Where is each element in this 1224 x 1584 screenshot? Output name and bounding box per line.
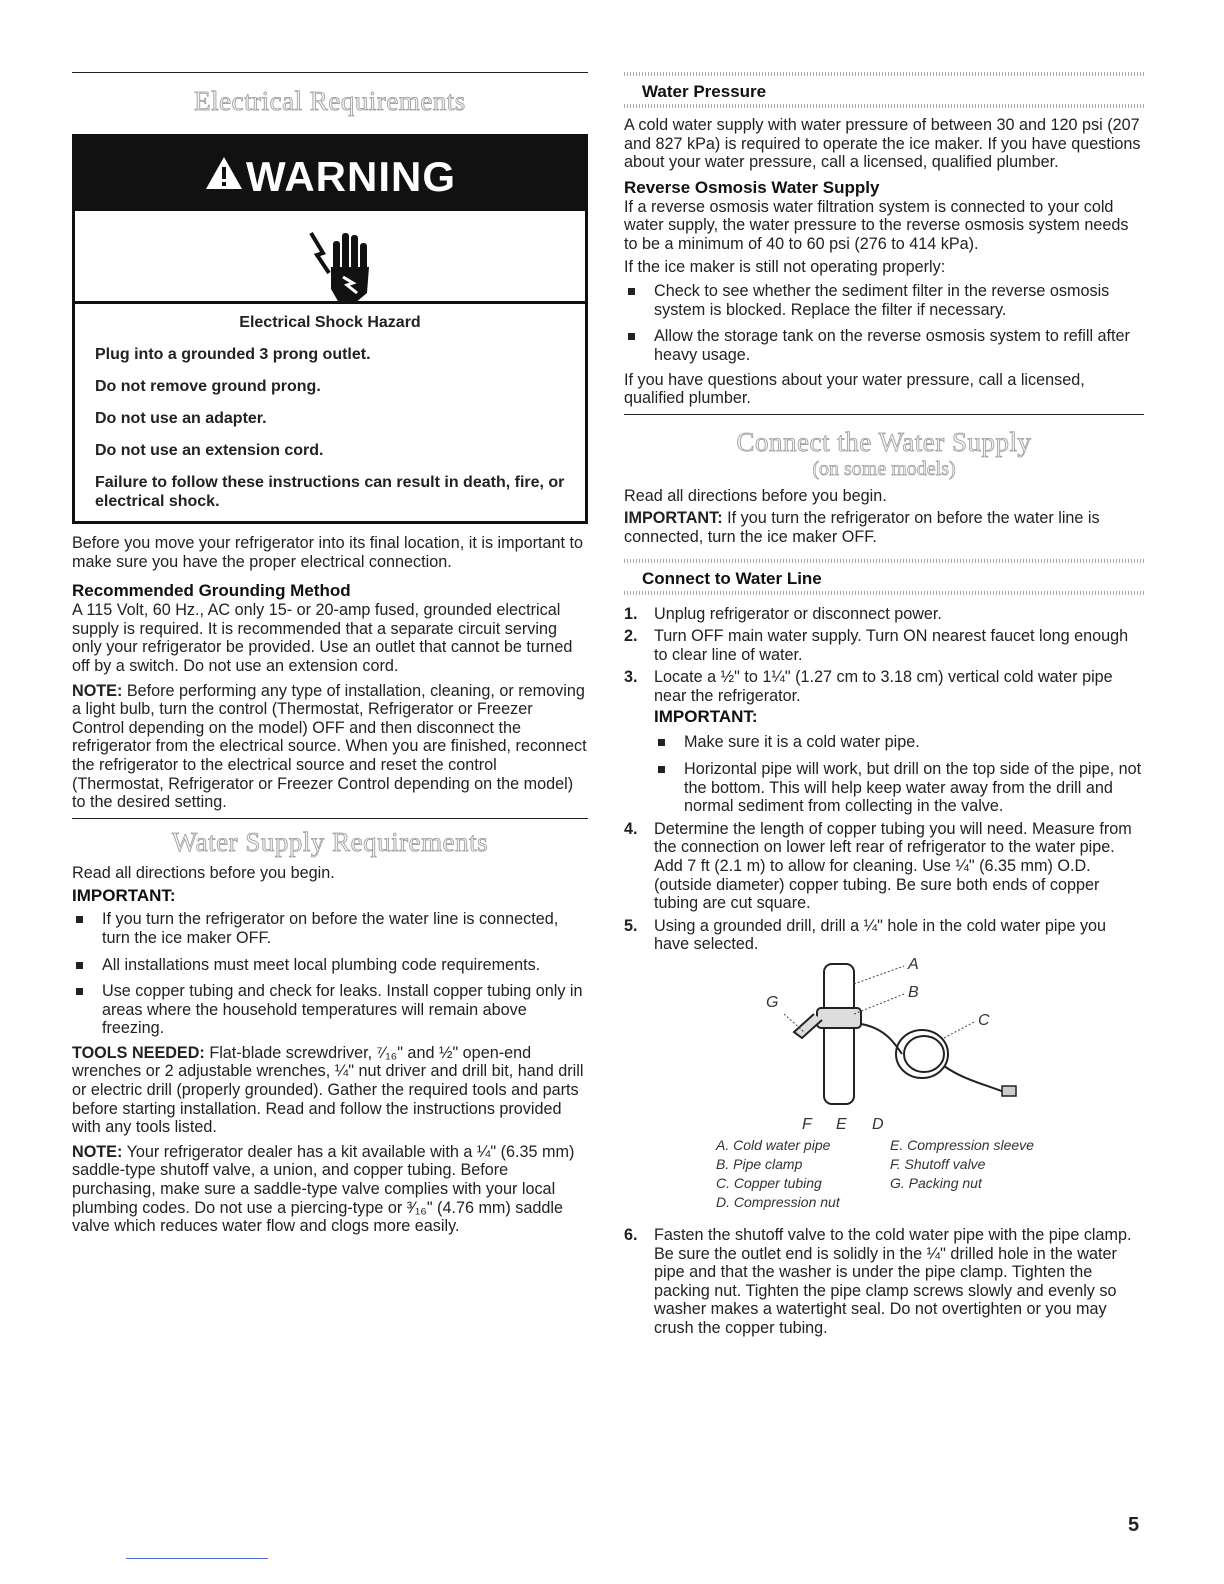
diagram-label-d: D	[872, 1116, 884, 1133]
section-rule	[72, 818, 588, 819]
important-text: If you turn the refrigerator on before the water line is connected, turn the ice maker OFF.	[624, 509, 1100, 546]
caption: E. Compression sleeve	[890, 1137, 1034, 1153]
footer-link-underline	[126, 1558, 268, 1559]
warning-line: Do not remove ground prong.	[95, 378, 321, 395]
electrical-intro: Before you move your refrigerator into its final location, it is important to make sure you have the proper electrical connection.	[72, 534, 584, 571]
diagram-label-c: C	[978, 1012, 990, 1029]
read-all-directions: Read all directions before you begin.	[624, 486, 887, 505]
water-pressure-text: A cold water supply with water pressure of between 30 and 120 psi (207 and 827 kPa) is required to operate the ice maker. If you have questions about your water pressure, call a licensed, qualified plumber.	[624, 116, 1141, 172]
diagram-label-b: B	[908, 984, 919, 1001]
hatch-rule	[624, 104, 1144, 108]
list-item: Use copper tubing and check for leaks. Install copper tubing only in areas where the household temperatures will remain above freezing.	[72, 982, 588, 1038]
warning-line: Do not use an extension cord.	[95, 442, 324, 459]
step-item: 1. Unplug refrigerator or disconnect power.	[624, 604, 942, 623]
water-supply-requirements-title: Water Supply Requirements	[171, 826, 489, 857]
on-some-models-subtitle: (on some models)	[812, 457, 956, 480]
shutoff-valve-diagram	[624, 958, 1144, 1136]
grounding-text: A 115 Volt, 60 Hz., AC only 15- or 20-amp fused, grounded electrical supply is required. It is recommended that a separate circuit serving only your refrigerator be provided. Use an outlet that cannot be turned off by a switch. Do not use an extension cord.	[72, 601, 573, 675]
caption: A. Cold water pipe	[716, 1137, 831, 1153]
step-item: 2. Turn OFF main water supply. Turn ON nearest faucet long enough to clear line of water.	[624, 627, 1129, 664]
connect-water-line-heading: Connect to Water Line	[642, 568, 822, 588]
warning-box	[72, 134, 588, 524]
read-all-directions: Read all directions before you begin.	[72, 863, 335, 882]
reverse-osmosis-heading: Reverse Osmosis Water Supply	[624, 177, 880, 197]
diagram-label-e: E	[836, 1116, 847, 1133]
list-item: Make sure it is a cold water pipe.	[654, 733, 1144, 752]
important-label: IMPORTANT:	[72, 886, 176, 906]
caption: G. Packing nut	[890, 1175, 982, 1191]
step3-important-label: IMPORTANT:	[654, 707, 758, 727]
note-text: Before performing any type of installation, cleaning, or removing a light bulb, turn the control (Thermostat, Refrigerator or Freezer Control depending on the model) OFF and then disconnect the refrigerator from the electrical source. When you are finished, reconnect the refrigerator to the electrical source and reset the control (Thermostat, Refrigerator or Freezer Control depending on the model) to the desired setting.	[72, 681, 587, 812]
caption: D. Compression nut	[716, 1194, 840, 1210]
important-paragraph	[624, 509, 1144, 546]
caption: C. Copper tubing	[716, 1175, 822, 1191]
water-pressure-heading: Water Pressure	[642, 82, 767, 101]
step-item: 3. Locate a ½" to 1¼" (1.27 cm to 3.18 cm) vertical cold water pipe near the refrigerator.	[624, 668, 1113, 705]
section-rule	[624, 414, 1144, 415]
list-item: Allow the storage tank on the reverse osmosis system to refill after heavy usage.	[624, 327, 1144, 364]
note-paragraph	[72, 682, 588, 812]
connect-water-supply-title: Connect the Water Supply	[736, 426, 1032, 457]
hazard-title: Electrical Shock Hazard	[239, 314, 421, 331]
list-item: Check to see whether the sediment filter in the reverse osmosis system is blocked. Replace the filter if necessary.	[624, 282, 1144, 319]
caption: F. Shutoff valve	[890, 1156, 986, 1172]
step-item: 6. Fasten the shutoff valve to the cold water pipe with the pipe clamp. Be sure the outlet end is solidly in the ¼" drilled hole in the water pipe and that the washer is under the pipe clamp. Tighten the packing nut. Tighten the pipe clamp screws slowly and evenly so washer makes a watertight seal. Do not overtighten or you may crush the copper tubing.	[624, 1226, 1132, 1337]
diagram-label-f: F	[802, 1116, 812, 1133]
hatch-rule	[624, 591, 1144, 595]
hatch-rule	[624, 72, 1144, 76]
tools-text: Flat-blade screwdriver, ⁷⁄₁₆" and ½" open-end wrenches or 2 adjustable wrenches, ¼" nut driver and drill bit, hand drill or electric drill (properly grounded). Gather the required tools and parts before starting installation. Read and follow the instructions provided with any tools listed.	[72, 1043, 584, 1137]
shock-hand-icon	[307, 223, 373, 310]
reverse-osmosis-text: If a reverse osmosis water filtration system is connected to your cold water supply, the water pressure to the reverse osmosis system needs to be a minimum of 40 to 60 psi (276 to 414 kPa).	[624, 197, 1129, 253]
list-item: If you turn the refrigerator on before the water line is connected, turn the ice maker OFF.	[72, 910, 588, 947]
warning-triangle-icon	[204, 140, 244, 214]
warning-failure: Failure to follow these instructions can result in death, fire, or electrical shock.	[95, 474, 565, 510]
diagram-label-g: G	[766, 994, 779, 1011]
ro-questions: If you have questions about your water pressure, call a licensed, qualified plumber.	[624, 370, 1085, 408]
section-rule	[72, 72, 588, 73]
electrical-requirements-title: Electrical Requirements	[194, 86, 466, 116]
important-label: IMPORTANT:	[624, 509, 723, 528]
warning-line: Plug into a grounded 3 prong outlet.	[95, 346, 371, 363]
note-label: NOTE:	[72, 1142, 123, 1161]
diagram-label-a: A	[908, 956, 919, 973]
note-label: NOTE:	[72, 681, 123, 700]
step-item: 4. Determine the length of copper tubing you will need. Measure from the connection on lower left rear of refrigerator to the water pipe. Add 7 ft (2.1 m) to allow for cleaning. Use ¼" (6.35 mm) O.D. (outside diameter) copper tubing. Be sure both ends of copper tubing are cut square.	[624, 819, 1132, 913]
grounding-heading: Recommended Grounding Method	[72, 581, 351, 601]
step-item: 5. Using a grounded drill, drill a ¼" hole in the cold water pipe you have selected.	[624, 916, 1107, 954]
dealer-note-paragraph	[72, 1143, 588, 1236]
diagram-captions	[624, 1136, 1144, 1218]
ro-still-text: If the ice maker is still not operating properly:	[624, 257, 946, 276]
warning-header	[75, 137, 585, 211]
valve-illustration	[624, 958, 1144, 1136]
list-item: All installations must meet local plumbing code requirements.	[72, 956, 588, 975]
warning-line: Do not use an adapter.	[95, 410, 267, 427]
hatch-rule	[624, 559, 1144, 563]
tools-label: TOOLS NEEDED:	[72, 1043, 205, 1062]
tools-paragraph	[72, 1044, 588, 1137]
caption: B. Pipe clamp	[716, 1156, 803, 1172]
page-number: 5	[1128, 1514, 1140, 1536]
warning-label: WARNING	[246, 152, 456, 200]
dealer-note-text: Your refrigerator dealer has a kit available with a ¼" (6.35 mm) saddle-type shutoff valve, a union, and copper tubing. Before purchasing, make sure a saddle-type valve complies with your local plumbing codes. Do not use a piercing-type or ³⁄₁₆" (4.76 mm) saddle valve which reduces water flow and clogs more easily.	[72, 1142, 575, 1236]
list-item: Horizontal pipe will work, but drill on the top side of the pipe, not the bottom. This will help keep water away from the drill and normal sediment from collecting in the valve.	[654, 760, 1144, 816]
